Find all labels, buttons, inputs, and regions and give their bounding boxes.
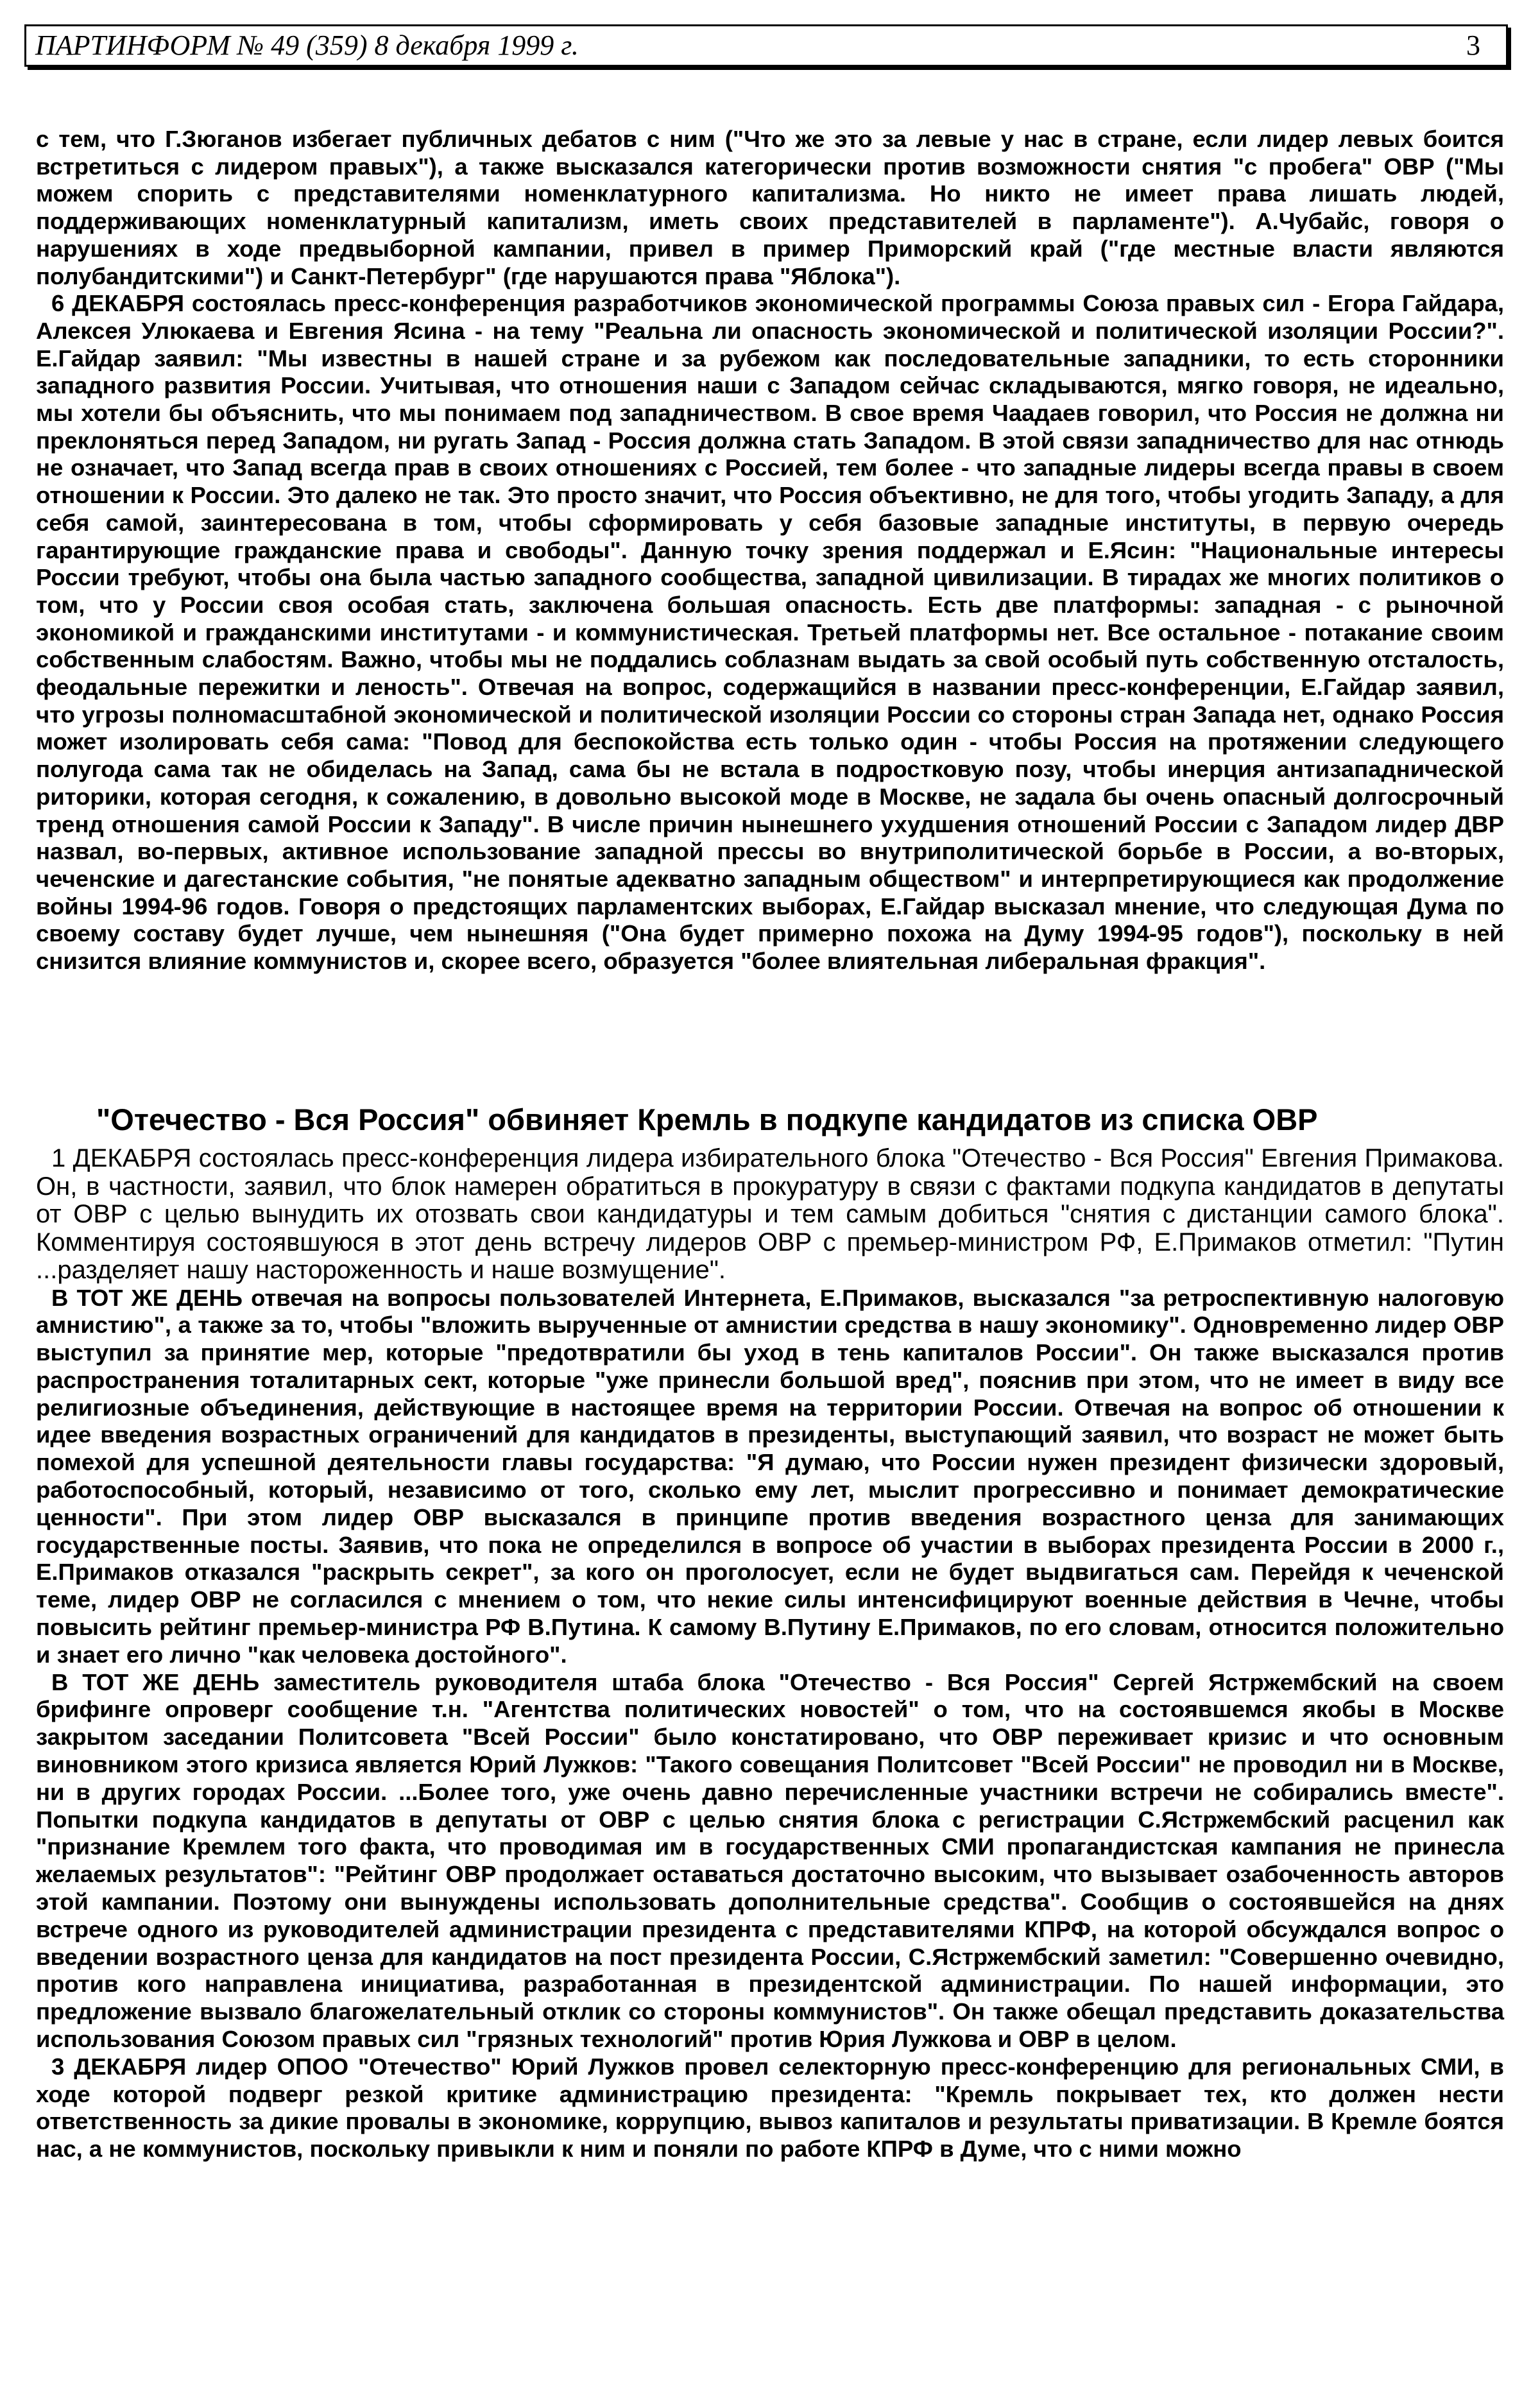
paragraph: В ТОТ ЖЕ ДЕНЬ отвечая на вопросы пользователей Интернета, Е.Примаков, высказался "за ретроспективную налоговую амнистию", а также за то, чтобы "вложить вырученные от амнистии средства в нашу экономику". Одновременно лидер ОВР выступил за принятие мер, которые "предотвратили бы уход в тень капиталов России". Он также высказался против распространения тоталитарных сект, которые "уже принесли большой вред", пояснив при этом, что не имеет в виду все религиозные объединения, действующие в настоящее время на территории России. Отвечая на вопрос об отношении к идее введения возрастных ограничений для кандидатов в президенты, выступающий заявил, что возраст не может быть помехой для успешной деятельности главы государства: "Я думаю, что России нужен президент физически здоровый, работоспособный, который, независимо от того, сколько ему лет, мыслит прогрессивно и понимает демократические ценности". При этом лидер ОВР высказался в принципе против введения возрастного ценза для занимающих государственные посты. Заявив, что пока не определился в вопросе об участии в выборах президента России в 2000 г., Е.Примаков отказался "раскрыть секрет", за кого он проголосует, если не будет выдвигаться сам. Перейдя к чеченской теме, лидер ОВР не согласился с мнением о том, что некие силы интенсифицируют военные действия в Чечне, чтобы повысить рейтинг премьер-министра РФ В.Путина. К самому В.Путину Е.Примаков, по его словам, относится положительно и знает его лично "как человека достойного".: [36, 1284, 1504, 1668]
paragraph: 6 ДЕКАБРЯ состоялась пресс-конференция разработчиков экономической программы Союза правых сил - Егора Гайдара, Алексея Улюкаева и Евгения Ясина - на тему "Реальна ли опасность экономической и политической изоляции России?". Е.Гайдар заявил: "Мы известны в нашей стране и за рубежом как последовательные западники, то есть сторонники западного развития России. Учитывая, что отношения наши с Западом сейчас складываются, мягко говоря, не идеально, мы хотели бы объяснить, что мы понимаем под западничеством. В свое время Чаадаев говорил, что Россия не должна ни преклоняться перед Западом, ни ругать Запад - Россия должна стать Западом. В этой связи западничество для нас отнюдь не означает, что Запад всегда прав в своих отношениях с Россией, тем более - что западные лидеры всегда правы в своем отношении к России. Это далеко не так. Это просто значит, что Россия объективно, не для того, чтобы угодить Западу, а для себя самой, заинтересована в том, чтобы сформировать у себя базовые западные институты, в первую очередь гарантирующие гражданские права и свободы". Данную точку зрения поддержал и Е.Ясин: "Национальные интересы России требуют, чтобы она была частью западного сообщества, западной цивилизации. В тирадах же многих политиков о том, что у России своя особая стать, заключена большая опасность. Есть две платформы: западная - с рыночной экономикой и гражданскими институтами - и коммунистическая. Третьей платформы нет. Все остальное - потакание своим собственным слабостям. Важно, чтобы мы не поддались соблазнам выдать за свой особый путь собственную отсталость, феодальные пережитки и леность". Отвечая на вопрос, содержащийся в названии пресс-конференции, Е.Гайдар заявил, что угрозы полномасштабной экономической и политической изоляции России со стороны стран Запада нет, однако Россия может изолировать себя сама: "Повод для беспокойства есть только один - чтобы Россия на протяжении следующего полугода сама так не обиделась на Запад, сама бы не встала в подростковую позу, чтобы инерция антизападнической риторики, которая сегодня, к сожалению, в довольно высокой моде в Москве, не задала бы очень опасный долгосрочный тренд отношения самой России к Западу". В числе причин нынешнего ухудшения отношений России с Западом лидер ДВР назвал, во-первых, активное использование западной прессы во внутриполитической борьбе в России, а во-вторых, чеченские и дагестанские события, "не понятые адекватно западным обществом" и интерпретирующиеся как продолжение войны 1994-96 годов. Говоря о предстоящих парламентских выборах, Е.Гайдар высказал мнение, что следующая Дума по своему составу будет лучше, чем нынешняя ("Она будет примерно похожа на Думу 1994-95 годов"), поскольку в ней снизится влияние коммунистов и, скорее всего, образуется "более влиятельная либеральная фракция".: [36, 290, 1504, 975]
article-title: "Отечество - Вся Россия" обвиняет Кремль в подкупе кандидатов из списка ОВР: [96, 1102, 1318, 1136]
article-body: [36, 1145, 1504, 2163]
paragraph: с тем, что Г.Зюганов избегает публичных дебатов с ним ("Что же это за левые у нас в стране, если лидер левых боится встретиться с лидером правых"), а также высказался категорически против возможности снятия "с пробега" ОВР ("Мы можем спорить с представителями номенклатурного капитализма. Но никто не имеет права лишать людей, поддерживающих номенклатурный капитализм, иметь своих представителей в парламенте"). А.Чубайс, говоря о нарушениях в ходе предвыборной кампании, привел в пример Приморский край ("где местные власти являются полубандитскими") и Санкт-Петербург" (где нарушаются права "Яблока").: [36, 126, 1504, 289]
paragraph: В ТОТ ЖЕ ДЕНЬ заместитель руководителя штаба блока "Отечество - Вся Россия" Сергей Ястржембский на своем брифинге опроверг сообщение т.н. "Агентства политических новостей" о том, что на состоявшемся якобы в Москве закрытом заседании Политсовета "Всей России" было констатировано, что ОВР переживает кризис и что основным виновником этого кризиса является Юрий Лужков: "Такого совещания Политсовет "Всей России" не проводил ни в Москве, ни в других городах России. ...Более того, уже очень давно перечисленные участники встречи не собирались вместе". Попытки подкупа кандидатов в депутаты от ОВР с целью снятия блока с регистрации С.Ястржембский расценил как "признание Кремлем того факта, что проводимая им в государственных СМИ пропагандистская кампания не принесла желаемых результатов": "Рейтинг ОВР продолжает оставаться достаточно высоким, что вызывает озабоченность авторов этой кампании. Поэтому они вынуждены использовать дополнительные средства". Сообщив о состоявшейся на днях встрече одного из руководителей администрации президента с представителями КПРФ, на которой обсуждался вопрос о введении возрастного ценза для кандидатов на пост президента России, С.Ястржембский заметил: "Совершенно очевидно, против кого направлена инициатива, разработанная в президентской администрации. По нашей информации, это предложение вызвало благожелательный отклик со стороны коммунистов". Он также обещал представить доказательства использования Союзом правых сил "грязных технологий" против Юрия Лужкова и ОВР в целом.: [36, 1668, 1504, 2053]
page-header: [24, 24, 1508, 67]
publication-title: ПАРТИНФОРМ № 49 (359) 8 декабря 1999 г.: [35, 30, 579, 61]
lead-paragraph: 1 ДЕКАБРЯ состоялась пресс-конференция лидера избирательного блока "Отечество - Вся Россия" Евгения Примакова. Он, в частности, заявил, что блок намерен обратиться в прокуратуру в связи с фактами подкупа кандидатов в депутаты от ОВР с целью вынудить их отозвать свои кандидатуры и тем самым добиться "снятия с дистанции самого блока". Комментируя состоявшуюся в этот день встречу лидеров ОВР с премьер-министром РФ, Е.Примаков отметил: "Путин ...разделяет нашу настороженность и наше возмущение".: [36, 1144, 1504, 1284]
article-continuation: [36, 126, 1504, 975]
page-number: 3: [1466, 30, 1480, 61]
paragraph: 3 ДЕКАБРЯ лидер ОПОО "Отечество" Юрий Лужков провел селекторную пресс-конференцию для региональных СМИ, в ходе которой подверг резкой критике администрацию президента: "Кремль покрывает тех, кто должен нести ответственность за дикие провалы в экономике, коррупцию, вывоз капиталов и результаты приватизации. В Кремле боятся нас, а не коммунистов, поскольку привыкли к ним и поняли по работе КПРФ в Думе, что с ними можно: [36, 2053, 1504, 2163]
